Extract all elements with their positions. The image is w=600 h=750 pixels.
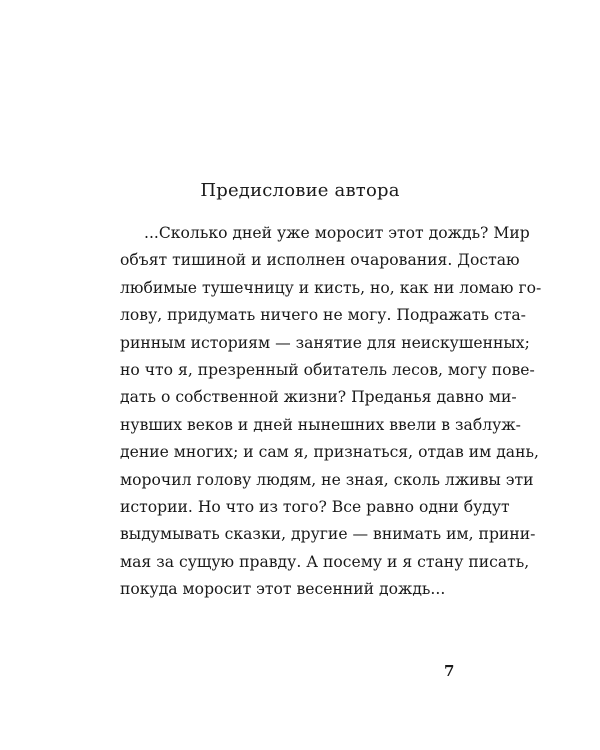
text-line: нувших веков и дней нынешних ввели в заблуж- xyxy=(120,415,521,434)
preface-paragraph xyxy=(120,220,542,603)
text-line: выдумывать сказки, другие — внимать им, прини- xyxy=(120,525,536,544)
text-line: ...Сколько дней уже моросит этот дождь? Мир xyxy=(144,224,530,242)
text-line: дать о собственной жизни? Преданья давно ми- xyxy=(120,388,517,407)
text-line: но что я, презренный обитатель лесов, могу пове- xyxy=(120,360,535,379)
text-line: лову, придумать ничего не могу. Подражать ста- xyxy=(120,306,526,325)
text-line: мая за сущую правду. А посему и я стану писать, xyxy=(120,552,530,571)
text-line: истории. Но что из того? Все равно одни будут xyxy=(120,497,510,516)
page-number: 7 xyxy=(444,662,455,680)
text-line: морочил голову людям, не зная, сколь лживы эти xyxy=(120,470,534,489)
text-line: объят тишиной и исполнен очарования. Достаю xyxy=(120,251,520,270)
text-line: покуда моросит этот весенний дождь... xyxy=(120,580,446,599)
text-line: любимые тушечницу и кисть, но, как ни ломаю го- xyxy=(120,278,542,297)
text-line: ринным историям — занятие для неискушенных; xyxy=(120,333,530,352)
page-title: Предисловие автора xyxy=(200,180,400,201)
text-line: дение многих; и сам я, признаться, отдав им дань, xyxy=(120,443,539,462)
